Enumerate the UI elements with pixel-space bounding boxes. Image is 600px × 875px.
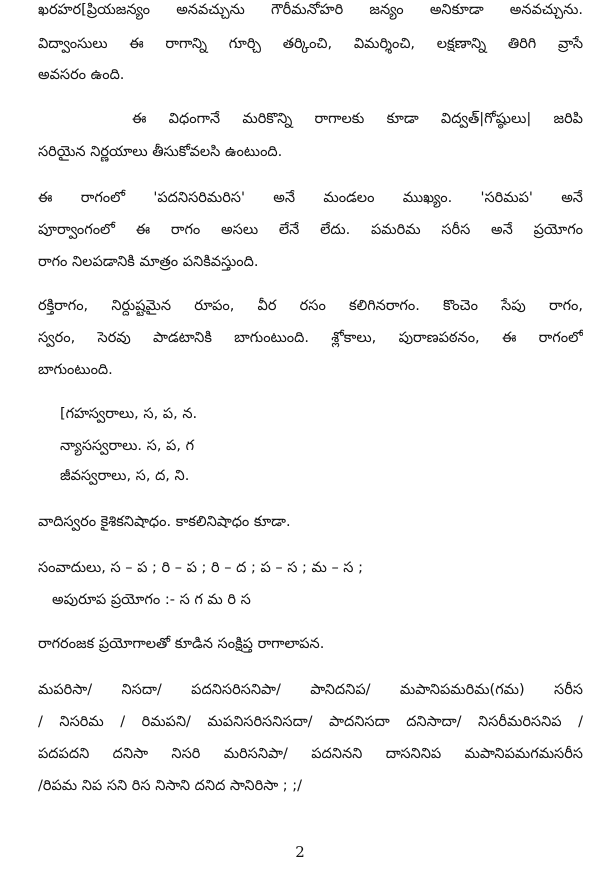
alapana-line1: మపరిసా/ నిసదా/ పదనిసరిసనిపా/ పానిదనిప/ మపానిపమరిమ(గమ) సరీస [38,682,583,698]
para1-line1: ఖరహర[ప్రియజన్యం అనవచ్చును గౌరీమనోహరి జన్యం అనికూడా అనవచ్చును. [38,2,583,18]
alapana-line2: / నిసరిమ / రిమపని/ మపనిసరిసనిసదా/ పాదనిసదా దనిసాదా/ నిసరీమరిసనిప / [38,714,583,730]
nyasa-swaras: న్యాసస్వరాలు. స, ప, గ [60,438,195,454]
apurva-prayogam: అపురూప ప్రయోగం :- స గ మ రి స [52,592,251,608]
jiva-swaras: జీవస్వరాలు, స, ద, ని. [60,468,190,484]
para3-line3: రాగం నిలపడానికి మాత్రం పనికివస్తుంది. [38,254,259,270]
graha-swaras: [గహస్వరాలు, స, ప, న. [60,406,198,422]
vadi-swaram: వాదిస్వరం కైశికనిషాధం. కాకలినిషాధం కూడా. [38,514,291,530]
para1-line2: విద్వాంసులు ఈ రాగాన్ని గూర్చి తర్కించి, విమర్శించి, లక్షణాన్ని తిరిగి వ్రాసే [38,36,583,52]
para4-line3: బాగుంటుంది. [38,362,113,378]
alapana-line3: పదపదని దనిసా నిసరి మరిసనిపా/ పదనినని దాసనినిప మపానిపమగమసరీస [38,746,583,762]
alapana-heading: రాగరంజక ప్రయోగాలతో కూడిన సంక్షిప్త రాగాలాపన. [38,636,325,652]
page-number: 2 [295,843,305,861]
para2-line1: ఈ విధంగానే మరికొన్ని రాగాలకు కూడా విద్వత్|గోష్ఠులు| జరిపి [132,111,583,127]
para1-line3: అవసరం ఉంది. [38,67,125,83]
para4-line1: రక్తిరాగం, నిర్దుష్టమైన రూపం, వీర రసం కలిగినరాగం. కొంచెం సేపు రాగం, [38,298,583,314]
samvadi-swaras: సంవాదులు, స – ప ; రి – ప ; రి – ద ; ప – స ; మ – స ; [38,560,363,576]
para3-line1: ఈ రాగంలో 'పదనిసరిమరిస' అనే మండలం ముఖ్యం. 'సరిమప' అనే [38,190,583,206]
para2-line2: సరియైన నిర్ణయాలు తీసుకోవలసి ఉంటుంది. [38,144,283,160]
para4-line2: స్వరం, సెరవు పాడటానికి బాగుంటుంది. శ్లోకాలు, పురాణపఠనం, ఈ రాగంలో [38,330,583,346]
alapana-line4: /రిపమ నిప సని రిస నిసాని దనిద సానిరిసా ; ;/ [38,778,303,794]
para3-line2: పూర్వాంగంలో ఈ రాగం అసలు లేనే లేదు. పమరిమ సరీస అనే ప్రయోగం [38,222,583,238]
